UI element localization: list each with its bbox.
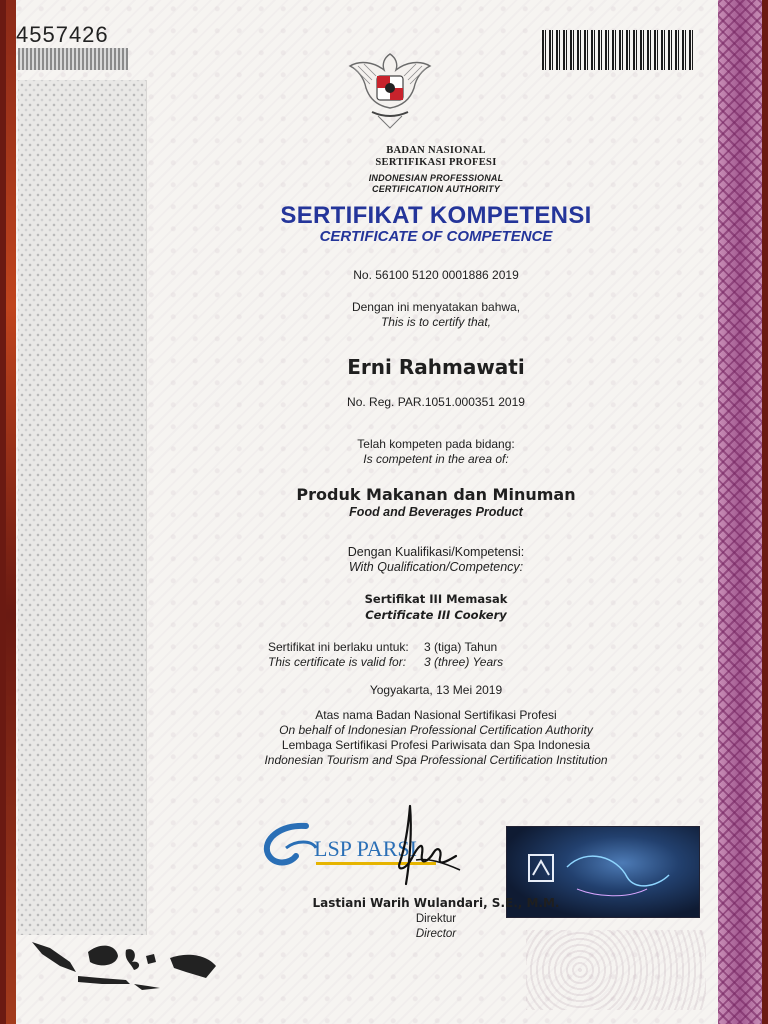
on-behalf-line-4: Indonesian Tourism and Spa Professional Certification Institution [264,753,608,767]
competent-statement [156,437,716,467]
director-title-id: Direktur [415,913,457,925]
barcode [542,30,696,70]
competency-area-en: Food and Beverages Product [349,505,523,519]
certify-text-en: This is to certify that, [380,315,492,329]
validity-label-id: Sertifikat ini berlaku untuk: [268,640,409,654]
lsp-logo-text: LSP PARSI [314,836,417,861]
competency-area-id: Produk Makanan dan Minuman [296,485,576,504]
competent-text-id: Telah kompeten pada bidang: [357,437,515,451]
issuer-name-id: BADAN NASIONAL SERTIFIKASI PROFESI [375,145,497,168]
holder-name: Erni Rahmawati [347,355,525,379]
qualification-statement [156,545,716,575]
validity-value-en: 3 (three) Years [424,655,504,669]
serial-hologram-strip [18,48,128,70]
on-behalf-line-1: Atas nama Badan Nasional Sertifikasi Profesi [315,708,557,722]
qualification-label-id: Dengan Kualifikasi/Kompetensi: [347,545,525,559]
validity-block [268,640,503,670]
guilloche-watermark [526,930,706,1010]
qualification-en: Certificate III Cookery [365,608,507,622]
garuda-emblem-icon [344,44,436,136]
certify-statement [156,300,716,330]
qualification-label-en: With Qualification/Competency: [348,560,524,574]
certificate-number: No. 56100 5120 0001886 2019 [353,268,519,282]
issuer-name-en: INDONESIAN PROFESSIONAL CERTIFICATION AUTHORITY [368,173,504,194]
indonesia-map-icon [30,932,218,994]
registration-number: No. Reg. PAR.1051.000351 2019 [347,395,525,409]
qualification-id: Sertifikat III Memasak [364,592,508,606]
serial-number: 4557426 [16,22,109,47]
validity-label-en: This certificate is valid for: [268,655,407,669]
certificate-page [6,0,762,1024]
on-behalf-block [156,708,716,768]
certify-text-id: Dengan ini menyatakan bahwa, [351,300,521,314]
page-edge [6,0,16,1024]
on-behalf-line-2: On behalf of Indonesian Professional Certification Authority [279,723,593,737]
place-and-date: Yogyakarta, 13 Mei 2019 [369,683,503,697]
director-signature [376,800,466,890]
competent-text-en: Is competent in the area of: [363,452,509,466]
validity-value-id: 3 (tiga) Tahun [424,640,498,654]
certificate-subtitle: CERTIFICATE OF COMPETENCE [319,228,553,245]
director-name: Lastiani Warih Wulandari, S.E., M.M. [312,896,560,910]
guilloche-border [718,0,762,1024]
security-pattern-strip [18,80,147,935]
certificate-title: SERTIFIKAT KOMPETENSI [280,202,592,229]
on-behalf-line-3: Lembaga Sertifikasi Profesi Pariwisata dan Spa Indonesia [281,738,591,752]
director-title-en: Director [415,928,457,940]
